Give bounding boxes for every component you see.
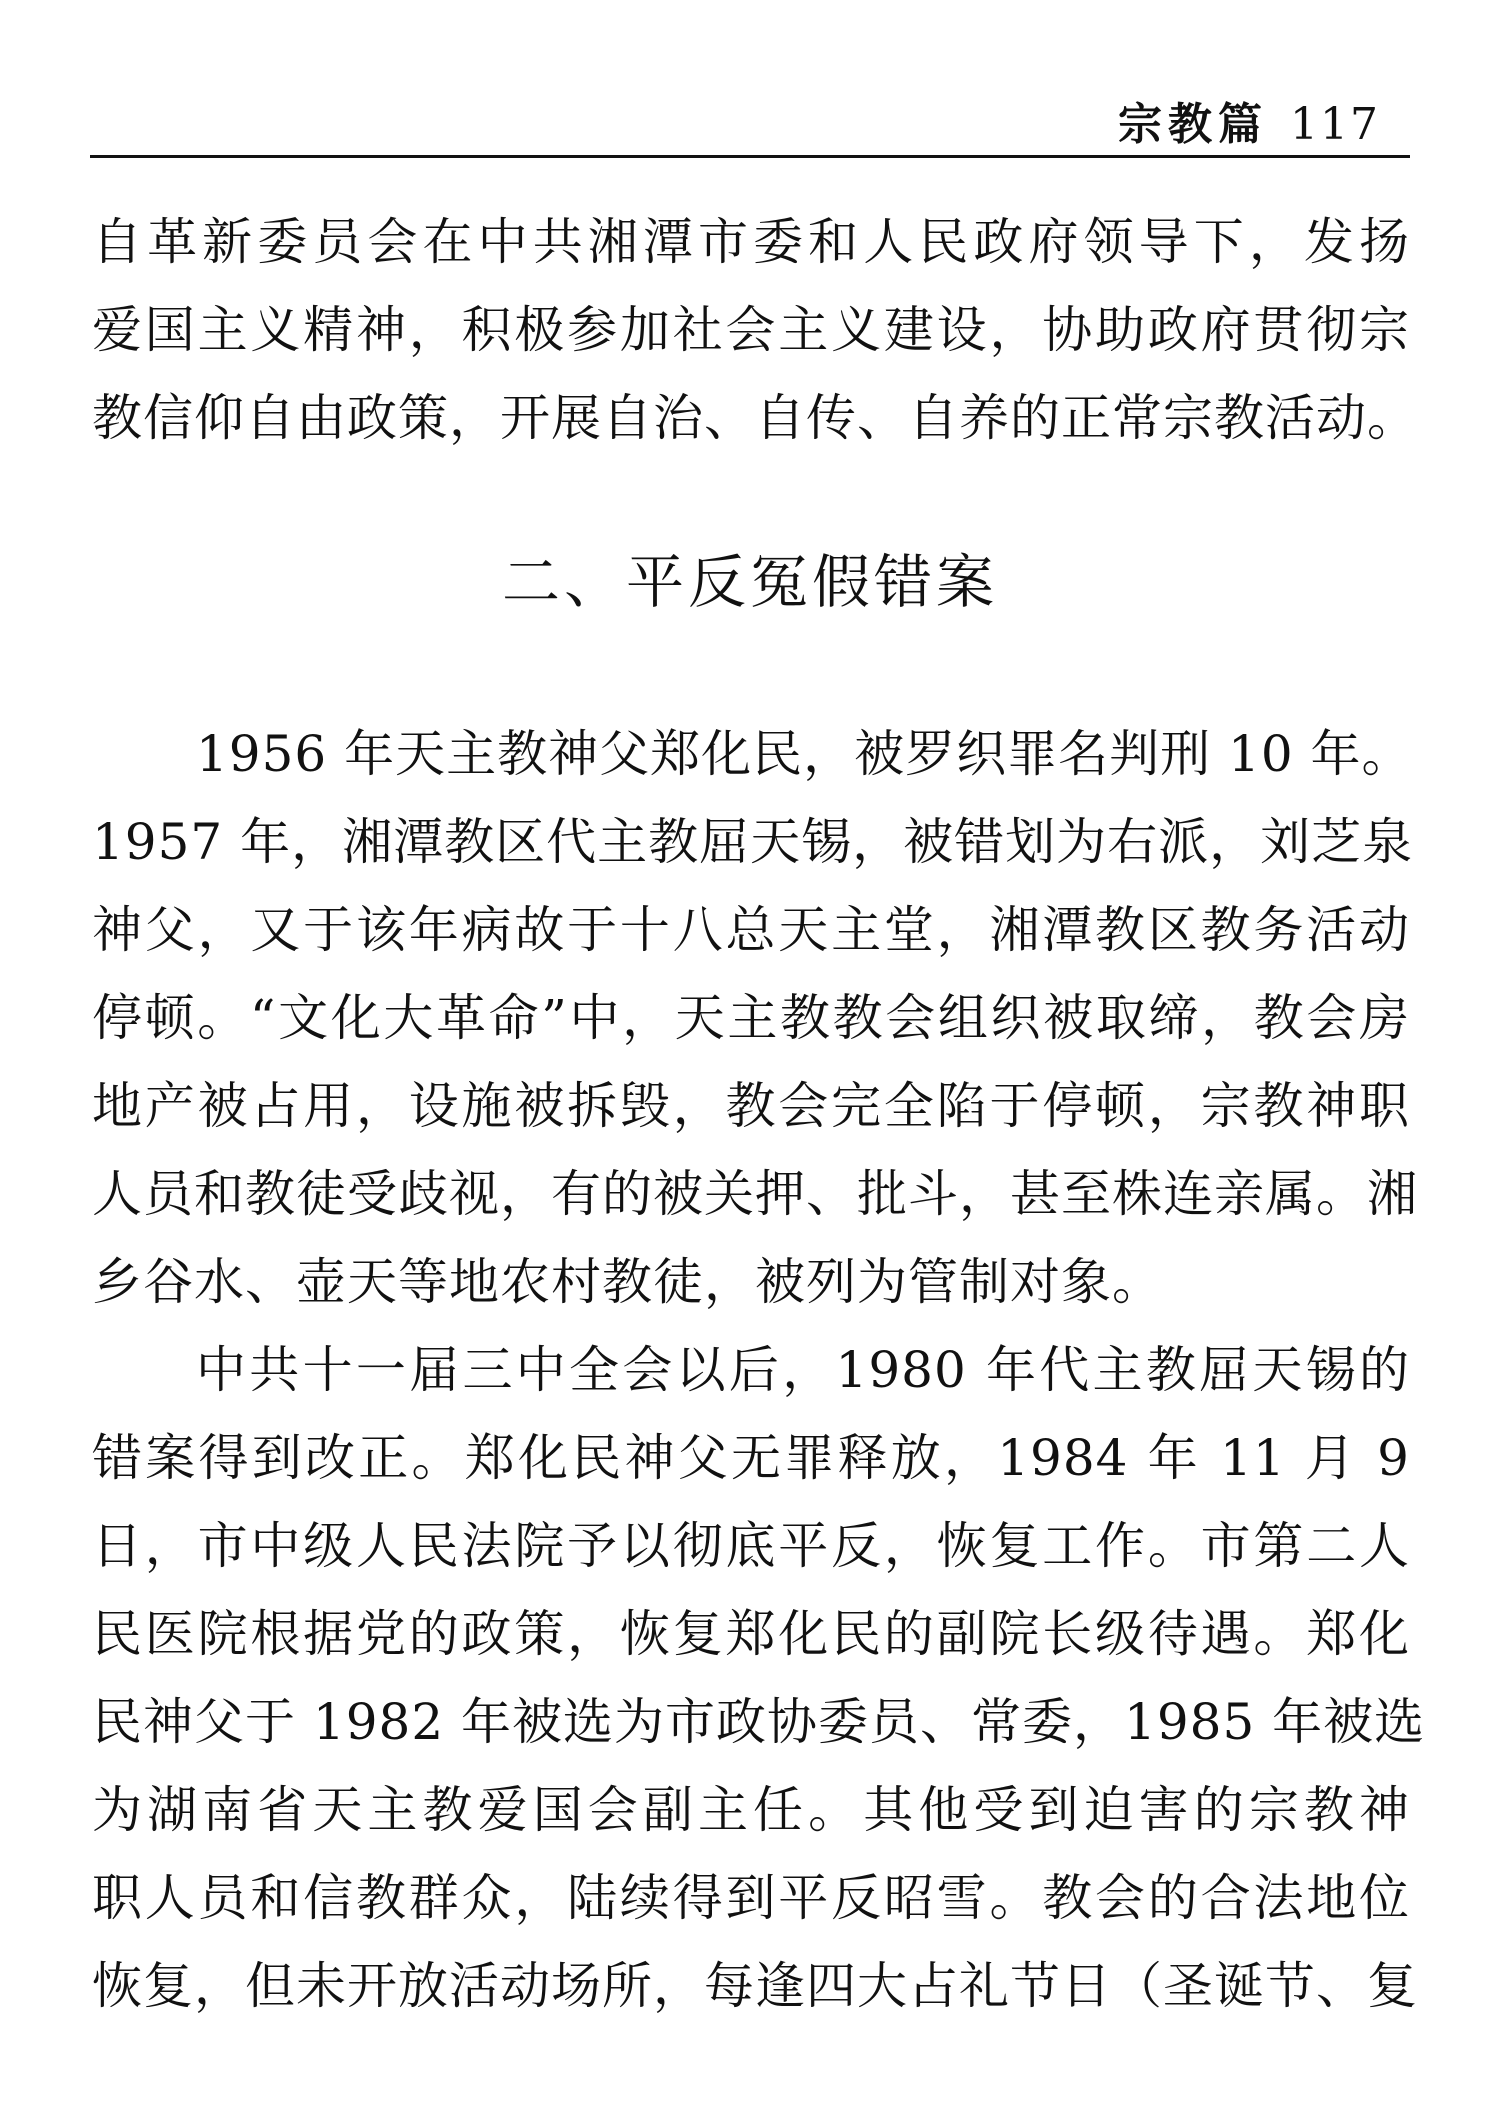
text-line: 1956 年天主教神父郑化民，被罗织罪名判刑 10 年。 (196, 725, 1413, 783)
text-line: 民医院根据党的政策，恢复郑化民的副院长级待遇。郑化 (92, 1605, 1410, 1663)
text-line: 爱国主义精神，积极参加社会主义建设，协助政府贯彻宗 (92, 301, 1410, 359)
text-line: 神父，又于该年病故于十八总天主堂，湘潭教区教务活动 (92, 901, 1410, 959)
text-line: 人员和教徒受歧视，有的被关押、批斗，甚至株连亲属。湘 (92, 1165, 1418, 1223)
page-number: 117 (1290, 99, 1380, 150)
text-line: 恢复，但未开放活动场所，每逢四大占礼节日（圣诞节、复 (92, 1957, 1418, 2015)
section-heading: 二、平反冤假错案 (501, 548, 998, 616)
paragraph (92, 710, 1418, 1326)
text-line: 职人员和信教群众，陆续得到平反昭雪。教会的合法地位 (92, 1869, 1410, 1927)
text-line: 停顿。“文化大革命”中，天主教教会组织被取缔，教会房 (92, 989, 1410, 1047)
text-line: 1957 年，湘潭教区代主教屈天锡，被错划为右派，刘芝泉 (92, 813, 1414, 871)
section-title: 宗教篇 (1118, 99, 1269, 150)
text-line: 为湖南省天主教爱国会副主任。其他受到迫害的宗教神 (92, 1781, 1410, 1839)
text-line: 日，市中级人民法院予以彻底平反，恢复工作。市第二人 (92, 1517, 1410, 1575)
text-line: 中共十一届三中全会以后，1980 年代主教屈天锡的 (196, 1341, 1410, 1399)
paragraph (92, 1326, 1426, 2030)
text-line: 教信仰自由政策，开展自治、自传、自养的正常宗教活动。 (92, 389, 1418, 447)
text-line: 错案得到改正。郑化民神父无罪释放，1984 年 11 月 9 (92, 1429, 1410, 1487)
text-line: 地产被占用，设施被拆毁，教会完全陷于停顿，宗教神职 (92, 1077, 1410, 1135)
text-line: 民神父于 1982 年被选为市政协委员、常委，1985 年被选 (92, 1693, 1426, 1751)
running-header (1118, 88, 1380, 152)
text-line: 乡谷水、壶天等地农村教徒，被列为管制对象。 (92, 1253, 1163, 1311)
header-rule (90, 155, 1410, 158)
paragraph-continued (92, 198, 1418, 462)
text-line: 自革新委员会在中共湘潭市委和人民政府领导下，发扬 (92, 213, 1410, 271)
